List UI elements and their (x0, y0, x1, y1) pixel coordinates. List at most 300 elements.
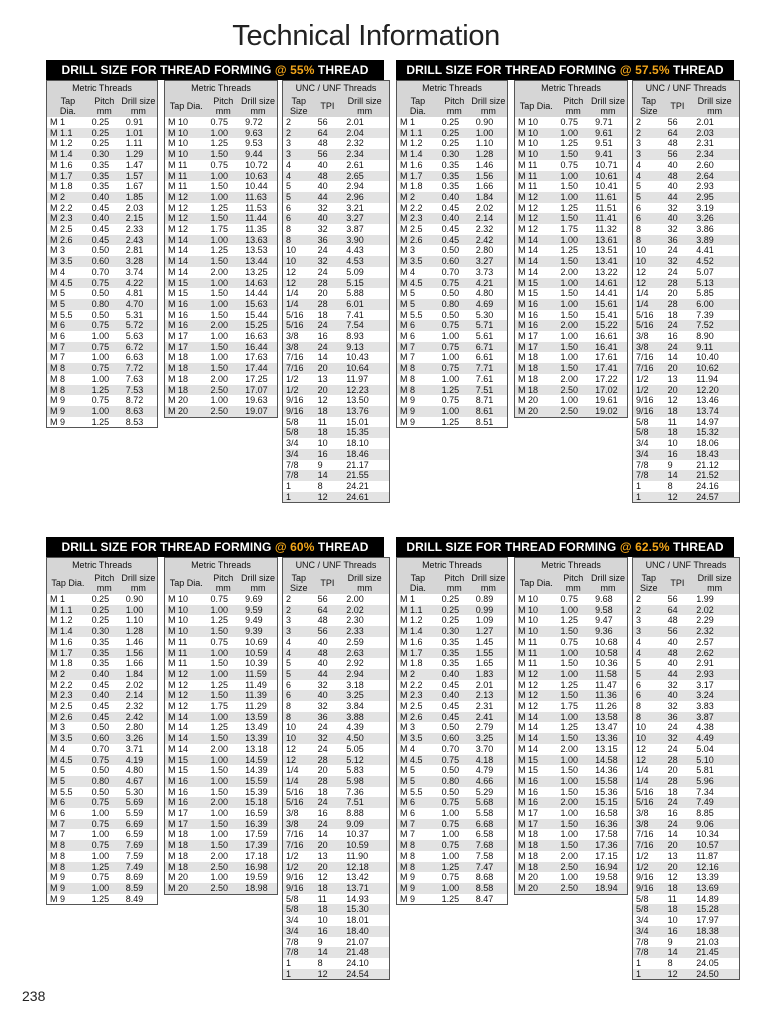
cell-drill: 1.46 (470, 160, 508, 171)
table-row (283, 310, 390, 321)
col-header-tap: Tap (641, 96, 657, 106)
cell-tap: M 6 (397, 320, 439, 331)
cell-pitch: 2.00 (557, 267, 589, 278)
table-row (47, 203, 158, 214)
cell-tap: M 12 (165, 213, 208, 224)
col-header-size: Size (290, 106, 308, 116)
cell-tap-size: 6 (283, 690, 315, 701)
table-row (47, 128, 158, 139)
cell-drill: 14.97 (690, 417, 739, 428)
cell-drill: 1.01 (120, 128, 158, 139)
cell-drill: 8.88 (340, 808, 389, 819)
metric-large-table-wrap (514, 557, 628, 895)
cell-tpi: 28 (315, 776, 341, 787)
table-row (633, 245, 740, 256)
table-row (633, 872, 740, 883)
cell-drill: 9.72 (239, 117, 277, 128)
table-row (633, 787, 740, 798)
table-row (515, 862, 628, 873)
cell-drill: 13.36 (589, 733, 627, 744)
cell-tap: M 9 (397, 883, 439, 894)
col-header-drill-unit: mm (357, 106, 373, 116)
cell-drill: 15.25 (239, 320, 277, 331)
cell-tap: M 1.6 (397, 160, 439, 171)
table-row (283, 829, 390, 840)
table-row (165, 872, 278, 883)
cell-tap: M 1 (397, 117, 439, 128)
cell-tap: M 20 (515, 883, 558, 894)
cell-tap: M 14 (515, 256, 558, 267)
cell-tap: M 5 (47, 776, 89, 787)
cell-pitch: 0.75 (557, 637, 589, 648)
cell-tap: M 14 (165, 744, 208, 755)
table-row (47, 256, 158, 267)
cell-pitch: 0.25 (439, 117, 470, 128)
cell-drill: 14.58 (589, 755, 627, 766)
cell-pitch: 0.35 (89, 171, 120, 182)
cell-drill: 2.94 (340, 669, 389, 680)
cell-drill: 10.40 (690, 352, 739, 363)
table-row (515, 235, 628, 246)
table-row (397, 669, 508, 680)
cell-drill: 2.15 (120, 213, 158, 224)
cell-tpi: 44 (665, 669, 691, 680)
cell-drill: 2.80 (470, 245, 508, 256)
section-at: @ (619, 540, 632, 554)
cell-tap: M 16 (515, 310, 558, 321)
cell-tap-size: 1 (633, 492, 665, 503)
cell-pitch: 0.45 (439, 712, 470, 723)
col-header-tap-size (633, 572, 665, 594)
cell-drill: 2.30 (340, 615, 389, 626)
cell-tap-size: 9/16 (633, 883, 665, 894)
cell-pitch: 1.25 (89, 385, 120, 396)
cell-tpi: 24 (315, 245, 341, 256)
cell-drill: 2.96 (340, 192, 389, 203)
cell-drill: 4.70 (120, 299, 158, 310)
cell-tpi: 32 (665, 256, 691, 267)
cell-tpi: 24 (315, 267, 341, 278)
cell-pitch: 1.25 (207, 203, 239, 214)
cell-drill: 9.39 (239, 626, 277, 637)
cell-tpi: 18 (665, 427, 691, 438)
cell-drill: 14.44 (239, 288, 277, 299)
cell-tap: M 1.8 (47, 658, 89, 669)
cell-drill: 9.11 (690, 342, 739, 353)
cell-tap-size: 7/16 (633, 829, 665, 840)
cell-drill: 2.32 (120, 701, 158, 712)
table-row (283, 872, 390, 883)
cell-tap: M 1.4 (397, 626, 439, 637)
table-row (283, 733, 390, 744)
cell-tpi: 11 (315, 417, 341, 428)
cell-pitch: 1.00 (439, 808, 470, 819)
cell-tpi: 48 (665, 138, 691, 149)
cell-drill: 1.84 (470, 192, 508, 203)
cell-drill: 8.72 (120, 395, 158, 406)
cell-tap: M 2.6 (397, 712, 439, 723)
table-row (633, 626, 740, 637)
cell-tap-size: 1/4 (633, 288, 665, 299)
table-row (165, 594, 278, 605)
col-header-pitch-label: Pitch (444, 96, 465, 106)
cell-pitch: 1.00 (557, 648, 589, 659)
cell-tap: M 5 (47, 765, 89, 776)
cell-drill: 3.88 (340, 712, 389, 723)
cell-tpi: 40 (665, 690, 691, 701)
cell-pitch: 0.45 (439, 203, 470, 214)
table-row (165, 395, 278, 406)
cell-pitch: 0.40 (439, 690, 470, 701)
table-row (165, 310, 278, 321)
cell-tap: M 5 (397, 288, 439, 299)
cell-pitch: 1.50 (557, 213, 589, 224)
table-row (633, 427, 740, 438)
table-row (515, 733, 628, 744)
cell-tap: M 11 (165, 637, 208, 648)
cell-tpi: 10 (665, 438, 691, 449)
metric-large-table (164, 557, 278, 895)
col-header-tap-dia (397, 572, 439, 594)
cell-tap: M 11 (165, 181, 208, 192)
cell-tap-size: 3 (633, 615, 665, 626)
cell-drill: 4.43 (340, 245, 389, 256)
cell-pitch: 0.75 (439, 797, 470, 808)
cell-pitch: 0.60 (89, 256, 120, 267)
cell-tap: M 1 (397, 594, 439, 605)
cell-pitch: 1.25 (557, 203, 589, 214)
cell-tap-size: 9/16 (283, 883, 315, 894)
table-row (165, 352, 278, 363)
cell-drill: 1.46 (120, 637, 158, 648)
cell-tap: M 5.5 (397, 787, 439, 798)
cell-tpi: 24 (665, 267, 691, 278)
cell-pitch: 0.80 (439, 299, 470, 310)
cell-pitch: 1.00 (89, 352, 120, 363)
cell-drill: 18.40 (340, 926, 389, 937)
table-row (633, 947, 740, 958)
cell-pitch: 0.50 (89, 722, 120, 733)
table-row (397, 680, 508, 691)
col-header-pitch-label: Pitch (213, 96, 234, 106)
cell-pitch: 0.70 (439, 267, 470, 278)
table-row (397, 192, 508, 203)
table-row (515, 149, 628, 160)
cell-drill: 2.01 (470, 680, 508, 691)
cell-drill: 13.51 (589, 245, 627, 256)
table-row (633, 904, 740, 915)
table-row (283, 615, 390, 626)
cell-drill: 7.61 (470, 374, 508, 385)
table-row (283, 690, 390, 701)
table-row (165, 840, 278, 851)
col-header-drill-unit: mm (130, 106, 146, 116)
unc-table-wrap (632, 80, 740, 503)
table-row (515, 203, 628, 214)
table-row (633, 722, 740, 733)
cell-tap-size: 5/8 (633, 417, 665, 428)
cell-tap-size: 1/4 (633, 765, 665, 776)
cell-tpi: 20 (665, 288, 691, 299)
cell-pitch: 0.25 (439, 605, 470, 616)
cell-drill: 13.47 (589, 722, 627, 733)
cell-tap: M 8 (397, 851, 439, 862)
cell-drill: 17.15 (589, 851, 627, 862)
cell-tap: M 10 (515, 626, 558, 637)
cell-drill: 11.49 (239, 680, 277, 691)
cell-pitch: 1.25 (439, 894, 470, 905)
table-row (47, 192, 158, 203)
cell-drill: 17.61 (589, 352, 627, 363)
cell-drill: 16.94 (589, 862, 627, 873)
cell-tpi: 20 (315, 862, 341, 873)
table-row (515, 669, 628, 680)
cell-pitch: 1.00 (557, 128, 589, 139)
cell-tpi: 16 (315, 449, 341, 460)
cell-tap-size: 4 (633, 171, 665, 182)
table-row (515, 331, 628, 342)
cell-drill: 4.52 (690, 256, 739, 267)
cell-drill: 3.26 (120, 733, 158, 744)
cell-tap-size: 3/8 (633, 819, 665, 830)
cell-tap-size: 1/4 (633, 299, 665, 310)
cell-tap-size: 2 (633, 594, 665, 605)
cell-tap: M 16 (165, 320, 208, 331)
col-header-drill-size (470, 95, 508, 117)
section-percent-value: 55% (290, 63, 315, 77)
cell-tpi: 18 (315, 787, 341, 798)
col-header-drill-size (690, 572, 739, 594)
cell-pitch: 0.45 (89, 203, 120, 214)
cell-tap-size: 1 (283, 481, 315, 492)
cell-tap: M 1.7 (397, 171, 439, 182)
cell-pitch: 0.45 (89, 712, 120, 723)
table-row (633, 615, 740, 626)
cell-tap: M 12 (165, 203, 208, 214)
cell-pitch: 1.25 (207, 722, 239, 733)
cell-tpi: 32 (315, 680, 341, 691)
table-row (633, 342, 740, 353)
cell-tap: M 4.5 (397, 278, 439, 289)
cell-pitch: 1.50 (207, 787, 239, 798)
table-row (515, 701, 628, 712)
cell-drill: 5.83 (340, 765, 389, 776)
cell-drill: 3.71 (120, 744, 158, 755)
cell-drill: 2.34 (340, 149, 389, 160)
cell-tpi: 24 (665, 819, 691, 830)
cell-tap-size: 8 (633, 712, 665, 723)
table-row (633, 594, 740, 605)
cell-drill: 14.36 (589, 765, 627, 776)
cell-pitch: 0.45 (439, 680, 470, 691)
section-title: DRILL SIZE FOR THREAD FORMING (61, 540, 272, 554)
table-row (397, 626, 508, 637)
cell-drill: 4.39 (340, 722, 389, 733)
cell-pitch: 0.75 (439, 363, 470, 374)
table-row (515, 288, 628, 299)
cell-tap-size: 10 (633, 733, 665, 744)
table-row (283, 492, 390, 503)
cell-drill: 2.63 (340, 648, 389, 659)
cell-tpi: 40 (665, 658, 691, 669)
cell-drill: 2.02 (340, 605, 389, 616)
group-header-metric: Metric Threads (47, 81, 158, 96)
cell-drill: 1.56 (120, 648, 158, 659)
cell-drill: 13.58 (589, 712, 627, 723)
cell-tap: M 1.7 (47, 648, 89, 659)
cell-drill: 9.69 (239, 594, 277, 605)
cell-pitch: 0.70 (439, 744, 470, 755)
cell-pitch: 1.00 (557, 352, 589, 363)
cell-pitch: 0.75 (207, 160, 239, 171)
cell-tap: M 1.1 (397, 605, 439, 616)
col-header-drill-unit: mm (130, 583, 146, 593)
cell-tap-size: 5/8 (633, 427, 665, 438)
cell-tap: M 10 (515, 138, 558, 149)
cell-drill: 4.66 (470, 776, 508, 787)
cell-drill: 18.98 (239, 883, 277, 894)
table-row (283, 299, 390, 310)
cell-tpi: 11 (665, 894, 691, 905)
cell-tap-size: 5/16 (283, 787, 315, 798)
cell-pitch: 1.50 (207, 310, 239, 321)
cell-tap: M 8 (47, 851, 89, 862)
cell-drill: 0.91 (120, 117, 158, 128)
cell-drill: 17.63 (239, 352, 277, 363)
col-header-drill-label: Drill size (347, 573, 382, 583)
table-row (47, 160, 158, 171)
cell-drill: 10.36 (589, 658, 627, 669)
table-row (165, 235, 278, 246)
cell-drill: 11.63 (239, 192, 277, 203)
cell-drill: 10.59 (340, 840, 389, 851)
col-header-tap-dia: Tap Dia. (165, 95, 208, 117)
table-row (633, 363, 740, 374)
cell-tpi: 11 (665, 417, 691, 428)
cell-drill: 4.80 (120, 765, 158, 776)
cell-drill: 1.57 (120, 171, 158, 182)
cell-drill: 4.49 (690, 733, 739, 744)
cell-tpi: 24 (665, 245, 691, 256)
cell-pitch: 1.50 (557, 310, 589, 321)
cell-tap: M 10 (515, 128, 558, 139)
cell-drill: 2.41 (470, 712, 508, 723)
cell-pitch: 1.25 (207, 245, 239, 256)
cell-tap: M 12 (165, 192, 208, 203)
cell-tap: M 18 (165, 840, 208, 851)
cell-tap: M 16 (165, 797, 208, 808)
cell-tap: M 18 (165, 352, 208, 363)
cell-pitch: 0.60 (439, 256, 470, 267)
cell-tap-size: 5/8 (283, 427, 315, 438)
cell-tap-size: 3 (283, 138, 315, 149)
cell-tap: M 8 (397, 840, 439, 851)
cell-pitch: 0.50 (89, 765, 120, 776)
cell-tpi: 44 (665, 192, 691, 203)
cell-drill: 5.30 (470, 310, 508, 321)
table-row (515, 594, 628, 605)
cell-drill: 5.29 (470, 787, 508, 798)
metric-small-table (46, 557, 158, 905)
table-row (47, 680, 158, 691)
cell-tap: M 11 (515, 160, 558, 171)
cell-tap: M 1.4 (47, 149, 89, 160)
cell-pitch: 1.50 (557, 765, 589, 776)
table-row (633, 256, 740, 267)
cell-tpi: 9 (665, 937, 691, 948)
table-row (47, 733, 158, 744)
cell-drill: 2.14 (120, 690, 158, 701)
cell-drill: 13.59 (239, 712, 277, 723)
cell-tap-size: 5 (283, 181, 315, 192)
col-header-dia: Dia. (409, 583, 426, 593)
table-row (515, 278, 628, 289)
col-header-tap-dia: Tap Dia. (515, 95, 558, 117)
cell-pitch: 1.75 (207, 224, 239, 235)
table-row (283, 947, 390, 958)
table-row (47, 626, 158, 637)
cell-drill: 7.54 (340, 320, 389, 331)
cell-drill: 2.61 (340, 160, 389, 171)
table-row (633, 320, 740, 331)
cell-drill: 5.85 (690, 288, 739, 299)
table-row (47, 288, 158, 299)
cell-tap: M 9 (47, 894, 89, 905)
cell-tap-size: 1 (633, 481, 665, 492)
cell-pitch: 1.00 (207, 235, 239, 246)
col-header-drill-unit: mm (480, 106, 496, 116)
cell-drill: 6.61 (470, 352, 508, 363)
cell-drill: 1.85 (120, 192, 158, 203)
cell-tap-size: 8 (633, 701, 665, 712)
cell-pitch: 1.50 (557, 690, 589, 701)
cell-tpi: 40 (315, 637, 341, 648)
cell-drill: 15.30 (340, 904, 389, 915)
cell-tap: M 1.6 (47, 637, 89, 648)
cell-drill: 5.30 (120, 787, 158, 798)
cell-tap: M 7 (397, 819, 439, 830)
group-header-metric: Metric Threads (515, 558, 628, 573)
cell-tpi: 56 (315, 117, 341, 128)
cell-drill: 2.31 (470, 701, 508, 712)
cell-pitch: 0.70 (89, 267, 120, 278)
table-row (633, 235, 740, 246)
cell-pitch: 1.00 (89, 851, 120, 862)
table-row (633, 417, 740, 428)
table-row (633, 267, 740, 278)
cell-tap: M 9 (47, 395, 89, 406)
cell-pitch: 0.50 (439, 310, 470, 321)
table-row (515, 299, 628, 310)
cell-tap-size: 1/2 (283, 862, 315, 873)
cell-drill: 24.10 (340, 958, 389, 969)
cell-drill: 13.61 (589, 235, 627, 246)
cell-tap-size: 3 (633, 138, 665, 149)
table-row (165, 883, 278, 894)
table-row (633, 181, 740, 192)
cell-pitch: 1.50 (557, 342, 589, 353)
cell-drill: 2.31 (690, 138, 739, 149)
cell-tpi: 16 (665, 449, 691, 460)
cell-tap-size: 5/8 (283, 894, 315, 905)
cell-tpi: 18 (315, 904, 341, 915)
cell-drill: 2.57 (690, 637, 739, 648)
cell-tap: M 10 (165, 626, 208, 637)
col-header-pitch (557, 572, 589, 594)
cell-pitch: 1.50 (207, 363, 239, 374)
cell-tpi: 44 (315, 669, 341, 680)
cell-tpi: 18 (315, 310, 341, 321)
